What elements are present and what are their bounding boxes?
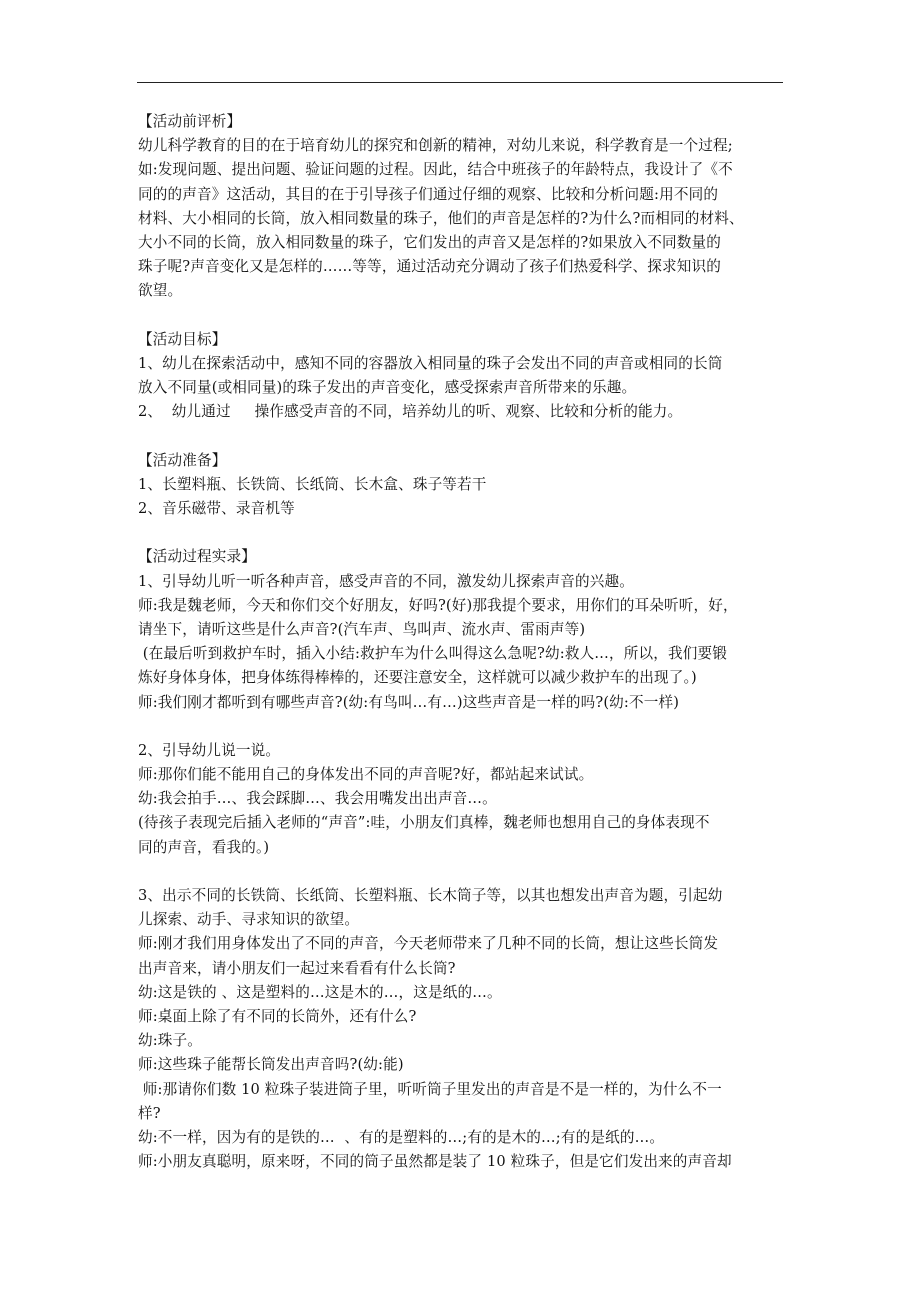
paragraph-line: 幼:珠子。 xyxy=(138,1032,203,1050)
paragraph-line: 师:那你们能不能用自己的身体发出不同的声音呢?好，都站起来试试。 xyxy=(138,766,594,784)
paragraph-line: 放入不同量(或相同量)的珠子发出的声音变化，感受探索声音所带来的乐趣。 xyxy=(138,379,637,397)
section-heading-pre-analysis: 【活动前评析】 xyxy=(138,113,242,130)
paragraph-line: 1、幼儿在探索活动中，感知不同的容器放入相同量的珠子会发出不同的声音或相同的长筒 xyxy=(138,354,723,372)
paragraph-line: 1、引导幼儿听一听各种声音，感受声音的不同，激发幼儿探索声音的兴趣。 xyxy=(138,572,634,590)
paragraph-line: 如:发现问题、提出问题、验证问题的过程。因此，结合中班孩子的年龄特点，我设计了《不 xyxy=(138,161,733,179)
paragraph-line: 3、出示不同的长铁筒、长纸筒、长塑料瓶、长木筒子等，以其也想发出声音为题，引起幼 xyxy=(138,887,723,904)
paragraph-line: 出声音来，请小朋友们一起过来看看有什么长筒? xyxy=(138,959,456,977)
paragraph-line: 请坐下，请听这些是什么声音?(汽车声、鸟叫声、流水声、雷雨声等) xyxy=(138,620,586,638)
paragraph-line: 师:那请你们数 10 粒珠子装进筒子里，听听筒子里发出的声音是不是一样的，为什么不一 xyxy=(138,1080,722,1098)
section-spacer xyxy=(138,521,788,545)
paragraph-line: 儿探索、动手、寻求知识的欲望。 xyxy=(138,911,360,929)
paragraph-line: 幼儿科学教育的目的在于培育幼儿的探究和创新的精神，对幼儿来说，科学教育是一个过程; xyxy=(138,137,733,155)
paragraph-line xyxy=(138,860,788,884)
paragraph-line: 样? xyxy=(138,1104,161,1122)
paragraph-line: 幼:不一样，因为有的是铁的… 、有的是塑料的…;有的是木的…;有的是纸的…。 xyxy=(138,1128,665,1146)
paragraph-line: 师:我是魏老师，今天和你们交个好朋友，好吗?(好)那我提个要求，用你们的耳朵听听，好， xyxy=(138,596,738,614)
paragraph-line: 1、长塑料瓶、长铁筒、长纸筒、长木盒、珠子等若干 xyxy=(138,475,487,493)
paragraph-line: 珠子呢?声音变化又是怎样的……等等，通过活动充分调动了孩子们热爱科学、探求知识的 xyxy=(138,258,721,276)
section-spacer xyxy=(138,304,788,328)
paragraph-line: 师:桌面上除了有不同的长筒外，还有什么? xyxy=(138,1007,417,1025)
header-rule xyxy=(137,82,783,83)
paragraph-line: 大小不同的长筒，放入相同数量的珠子，它们发出的声音又是怎样的?如果放入不同数量的 xyxy=(138,233,721,251)
section-heading-process: 【活动过程实录】 xyxy=(138,548,256,566)
paragraph-line: 师:这些珠子能帮长筒发出声音吗?(幼:能) xyxy=(138,1056,404,1074)
paragraph-line: (待孩子表现完后插入老师的“声音”:哇，小朋友们真棒，魏老师也想用自己的身体表现不 xyxy=(138,814,710,832)
paragraph-line: 2、引导幼儿说一说。 xyxy=(138,741,281,759)
section-heading-preparation: 【活动准备】 xyxy=(138,451,227,469)
section-spacer xyxy=(138,424,788,448)
paragraph-line: 师:小朋友真聪明，原来呀，不同的筒子虽然都是装了 10 粒珠子，但是它们发出来的声音却 xyxy=(138,1153,732,1171)
paragraph-line: 幼:我会拍手…、我会踩脚…、我会用嘴发出出声音…。 xyxy=(138,790,497,808)
paragraph-line: 幼:这是铁的 、这是塑料的…这是木的…，这是纸的…。 xyxy=(138,983,502,1001)
paragraph-line xyxy=(138,715,788,739)
paragraph-line: 同的的声音》这活动，其目的在于引导孩子们通过仔细的观察、比较和分析问题:用不同的 xyxy=(138,185,719,203)
paragraph-line: 欲望。 xyxy=(138,282,183,300)
paragraph-line: 2、 幼儿通过 操作感受声音的不同，培养幼儿的听、观察、比较和分析的能力。 xyxy=(138,403,683,421)
paragraph-line: 炼好身体身体，把身体练得棒棒的，还要注意安全，这样就可以减少救护车的出现了。) xyxy=(138,669,697,687)
paragraph-line: 同的声音，看我的。) xyxy=(138,838,270,856)
paragraph-line: 2、音乐磁带、录音机等 xyxy=(138,500,295,517)
paragraph-line: (在最后听到救护车时，插入小结:救护车为什么叫得这么急呢?幼:救人…，所以，我们要锻 xyxy=(138,645,728,663)
document-body xyxy=(138,110,788,1174)
section-heading-goals: 【活动目标】 xyxy=(138,330,227,348)
paragraph-line: 师:刚才我们用身体发出了不同的声音，今天老师带来了几种不同的长筒，想让这些长筒发 xyxy=(138,935,719,953)
paragraph-line: 师:我们刚才都听到有哪些声音?(幼:有鸟叫…有…)这些声音是一样的吗?(幼:不一样) xyxy=(138,693,680,711)
paragraph-line: 材料、大小相同的长筒，放入相同数量的珠子，他们的声音是怎样的?为什么?而相同的材料、 xyxy=(138,209,744,227)
